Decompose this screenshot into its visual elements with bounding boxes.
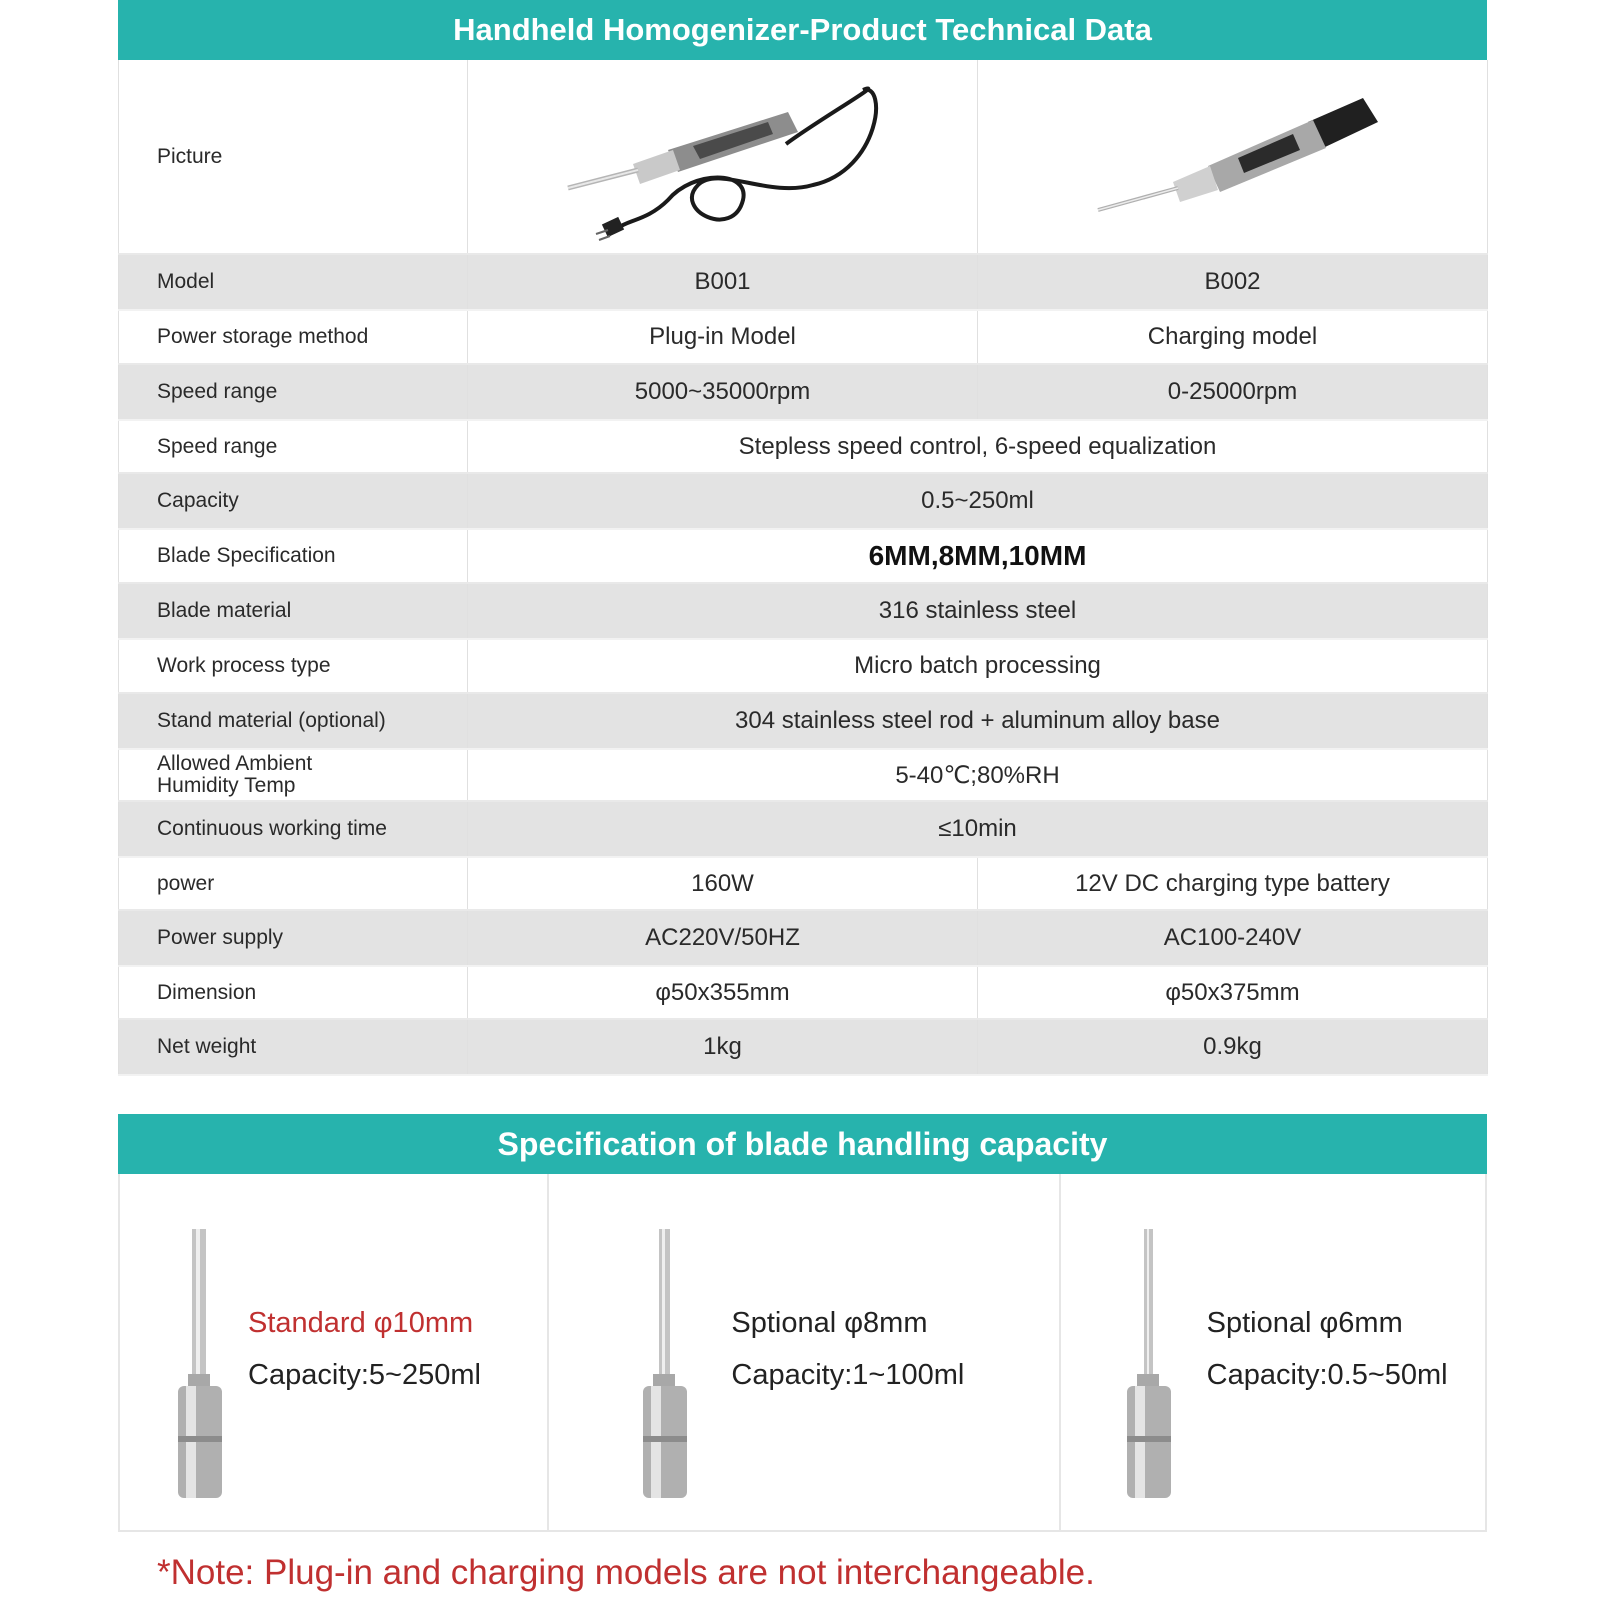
table-row [119, 801, 1488, 857]
blade-name: Standard φ10mm [248, 1307, 474, 1339]
blade-section-title: Specification of blade handling capacity [118, 1114, 1487, 1174]
b001-value: Plug-in Model [468, 310, 978, 364]
row-label: Picture [119, 60, 468, 254]
shared-value: 0.5~250ml [468, 473, 1488, 529]
charging-homogenizer-image [978, 60, 1488, 248]
shared-value: Stepless speed control, 6-speed equalization [468, 420, 1488, 473]
row-label: Speed range [119, 420, 468, 473]
b001-value: B001 [468, 254, 978, 310]
row-label: Power storage method [119, 310, 468, 364]
row-label-line: Allowed Ambient [157, 752, 313, 775]
table-row [119, 910, 1488, 966]
b001-value: 160W [468, 857, 978, 910]
table-row [119, 364, 1488, 420]
table-row [119, 310, 1488, 364]
table-row [119, 254, 1488, 310]
plug-in-homogenizer-image [468, 60, 978, 248]
blade-option-6mm [1061, 1174, 1485, 1530]
row-label-line: Humidity Temp [157, 774, 296, 797]
row-label: power [119, 857, 468, 910]
table-row [119, 583, 1488, 639]
row-label: Blade Specification [119, 529, 468, 583]
b002-value: 12V DC charging type battery [978, 857, 1488, 910]
blade-capacity: Capacity:5~250ml [248, 1359, 481, 1391]
table-row [119, 529, 1488, 583]
blade-8mm-image [637, 1224, 693, 1504]
b002-picture [978, 60, 1488, 254]
table-row [119, 966, 1488, 1019]
row-label: Capacity [119, 473, 468, 529]
blade-option-10mm [120, 1174, 549, 1530]
b001-value: 5000~35000rpm [468, 364, 978, 420]
blade-capacity-panel [118, 1174, 1487, 1532]
shared-value: 5-40℃;80%RH [468, 749, 1488, 801]
table-row [119, 693, 1488, 749]
row-label [119, 749, 468, 801]
row-label: Net weight [119, 1019, 468, 1075]
b002-value: Charging model [978, 310, 1488, 364]
b002-value: B002 [978, 254, 1488, 310]
b001-value: 1kg [468, 1019, 978, 1075]
shared-value: 6MM,8MM,10MM [468, 529, 1488, 583]
row-label: Dimension [119, 966, 468, 1019]
row-label: Blade material [119, 583, 468, 639]
blade-name: Sptional φ6mm [1206, 1307, 1403, 1339]
shared-value: 304 stainless steel rod + aluminum alloy base [468, 693, 1488, 749]
table-row [119, 420, 1488, 473]
blade-capacity: Capacity:1~100ml [731, 1359, 965, 1391]
shared-value: 316 stainless steel [468, 583, 1488, 639]
table-row [119, 1019, 1488, 1075]
table-row-picture [119, 60, 1488, 254]
table-row [119, 857, 1488, 910]
b001-value: AC220V/50HZ [468, 910, 978, 966]
row-label: Work process type [119, 639, 468, 693]
blade-10mm-image [172, 1224, 228, 1504]
header-title: Handheld Homogenizer-Product Technical Data [118, 0, 1487, 60]
blade-name: Sptional φ8mm [731, 1307, 928, 1339]
row-label: Model [119, 254, 468, 310]
row-label: Stand material (optional) [119, 693, 468, 749]
shared-value: ≤10min [468, 801, 1488, 857]
b001-picture [468, 60, 978, 254]
footnote: *Note: Plug-in and charging models are not interchangeable. [157, 1553, 1095, 1592]
blade-capacity: Capacity:0.5~50ml [1206, 1359, 1448, 1391]
b001-value: φ50x355mm [468, 966, 978, 1019]
table-row [119, 749, 1488, 801]
b002-value: φ50x375mm [978, 966, 1488, 1019]
row-label: Continuous working time [119, 801, 468, 857]
blade-option-8mm [549, 1174, 1060, 1530]
spec-table [118, 60, 1488, 1076]
row-label: Speed range [119, 364, 468, 420]
b002-value: 0.9kg [978, 1019, 1488, 1075]
table-row [119, 639, 1488, 693]
b002-value: 0-25000rpm [978, 364, 1488, 420]
blade-6mm-image [1121, 1224, 1177, 1504]
shared-value: Micro batch processing [468, 639, 1488, 693]
row-label: Power supply [119, 910, 468, 966]
table-row [119, 473, 1488, 529]
b002-value: AC100-240V [978, 910, 1488, 966]
